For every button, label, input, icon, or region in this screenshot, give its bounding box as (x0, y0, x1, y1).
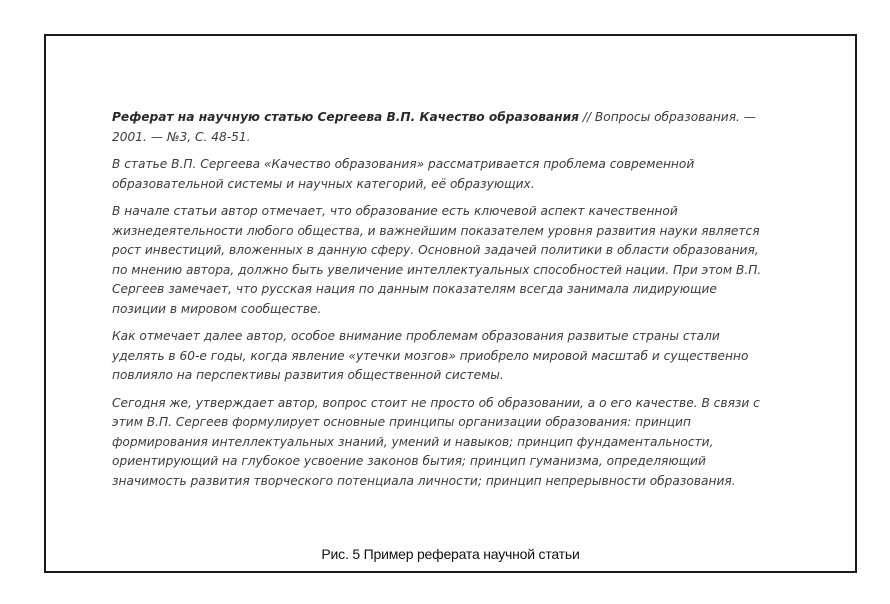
figure-caption: Рис. 5 Пример реферата научной статьи (321, 546, 580, 562)
paragraph-2: В начале статьи автор отмечает, что образование есть ключевой аспект качественной жизнедеятельности любого общества, и важнейшим показателем уровня развития науки является рост инвестиций, вложенных в данную сферу. Основной задачей политики в области образования, по мнению автора, должно быть увеличение интеллектуальных способностей нации. При этом В.П. Сергеев замечает, что русская нация по данным показателям всегда занимала лидирующие позиции в мировом сообществе. (112, 204, 762, 316)
figure-frame (44, 34, 857, 573)
paragraph-3: Как отмечает далее автор, особое внимание проблемам образования развитые страны стали уделять в 60-е годы, когда явление «утечки мозгов» приобрело мировой масштаб и существенно повлияло на перспективы развития общественной системы. (112, 329, 749, 382)
citation-source: // Вопросы образования. — 2001. — №3, С. 48-51. (112, 110, 756, 144)
citation-title: Реферат на научную статью Сергеева В.П. Качество образования (112, 110, 579, 124)
paragraph-1: В статье В.П. Сергеева «Качество образования» рассматривается проблема современной образовательной системы и научных категорий, её образующих. (112, 157, 695, 191)
abstract-text (112, 108, 772, 499)
paragraph-4: Сегодня же, утверждает автор, вопрос стоит не просто об образовании, а о его качестве. В связи с этим В.П. Сергеев формулирует основные принципы организации образования: принцип формирования интеллектуальных знаний, умений и навыков; принцип фундаментальности, ориентирующий на глубокое усвоение законов бытия; принцип гуманизма, определяющий значимость развития творческого потенциала личности; принцип непрерывности образования. (112, 395, 760, 488)
citation-line (112, 108, 772, 147)
